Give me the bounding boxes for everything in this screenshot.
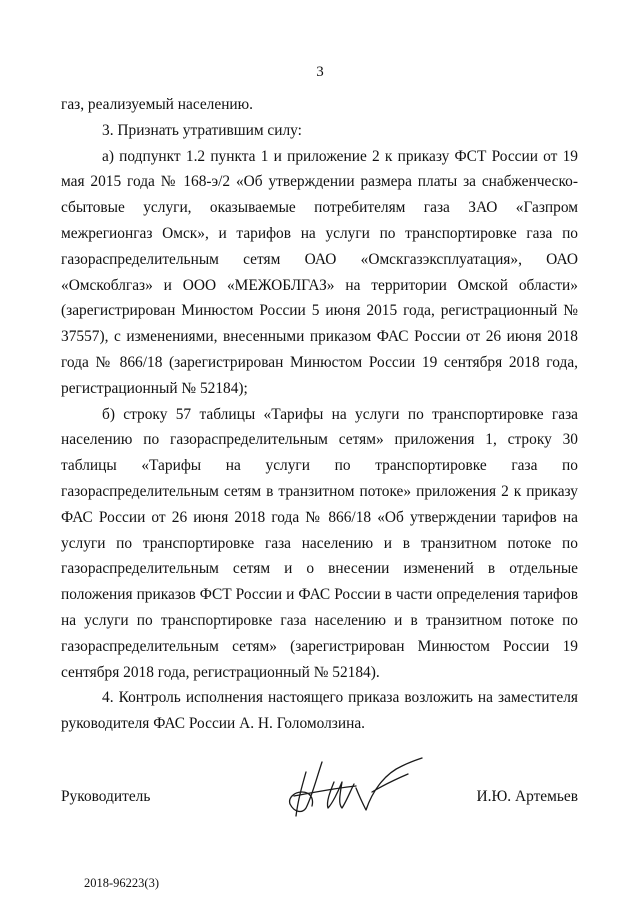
document-body xyxy=(61,92,578,737)
paragraph-item-3: 3. Признать утратившим силу: xyxy=(102,121,302,139)
signer-name: И.Ю. Артемьев xyxy=(476,788,578,805)
signature-row xyxy=(61,788,578,812)
document-number: 2018-96223(3) xyxy=(84,876,159,890)
paragraph-subitem-b: б) строку 57 таблицы «Тарифы на услуги по транспортировке газа населению по газораспределительным сетям» приложения 1, строку 30 таблицы «Тарифы на услуги по транспортировке газа по газораспределительным сетям в транзитном потоке» приложения 2 к приказу ФАС России от 26 июня 2018 года № 866/18 «Об утверждении тарифов на услуги по транспортировке газа населению и в транзитном потоке по газораспределительным сетям и о внесении изменений в отдельные положения приказов ФСТ России и ФАС России в части определения тарифов на услуги по транспортировке газа населению и в транзитном потоке по газораспределительным сетям» (зарегистрирован Минюстом России 19 сентября 2018 года, регистрационный № 52184). xyxy=(61,405,578,681)
paragraph-item-4: 4. Контроль исполнения настоящего приказа возложить на заместителя руководителя ФАС России А. Н. Голомолзина. xyxy=(61,689,578,733)
page-number: 3 xyxy=(316,64,324,80)
paragraph-subitem-a: а) подпункт 1.2 пункта 1 и приложение 2 к приказу ФСТ России от 19 мая 2015 года № 168-э/2 «Об утверждении размера платы за снабженческо-сбытовые услуги, оказываемые потребителям газа ЗАО «Газпром межрегионгаз Омск», и тарифов на услуги по транспортировке газа по газораспределительным сетям ОАО «Омскгазэксплуатация», ОАО «Омскоблгаз» и ООО «МЕЖОБЛГАЗ» на территории Омской области» (зарегистрирован Минюстом России 5 июня 2015 года, регистрационный № 37557), с изменениями, внесенными приказом ФАС России от 26 июня 2018 года № 866/18 (зарегистрирован Минюстом России 19 сентября 2018 года, регистрационный № 52184); xyxy=(61,147,578,397)
signer-role: Руководитель xyxy=(61,788,151,805)
paragraph-continuation: газ, реализуемый населению. xyxy=(61,96,254,113)
